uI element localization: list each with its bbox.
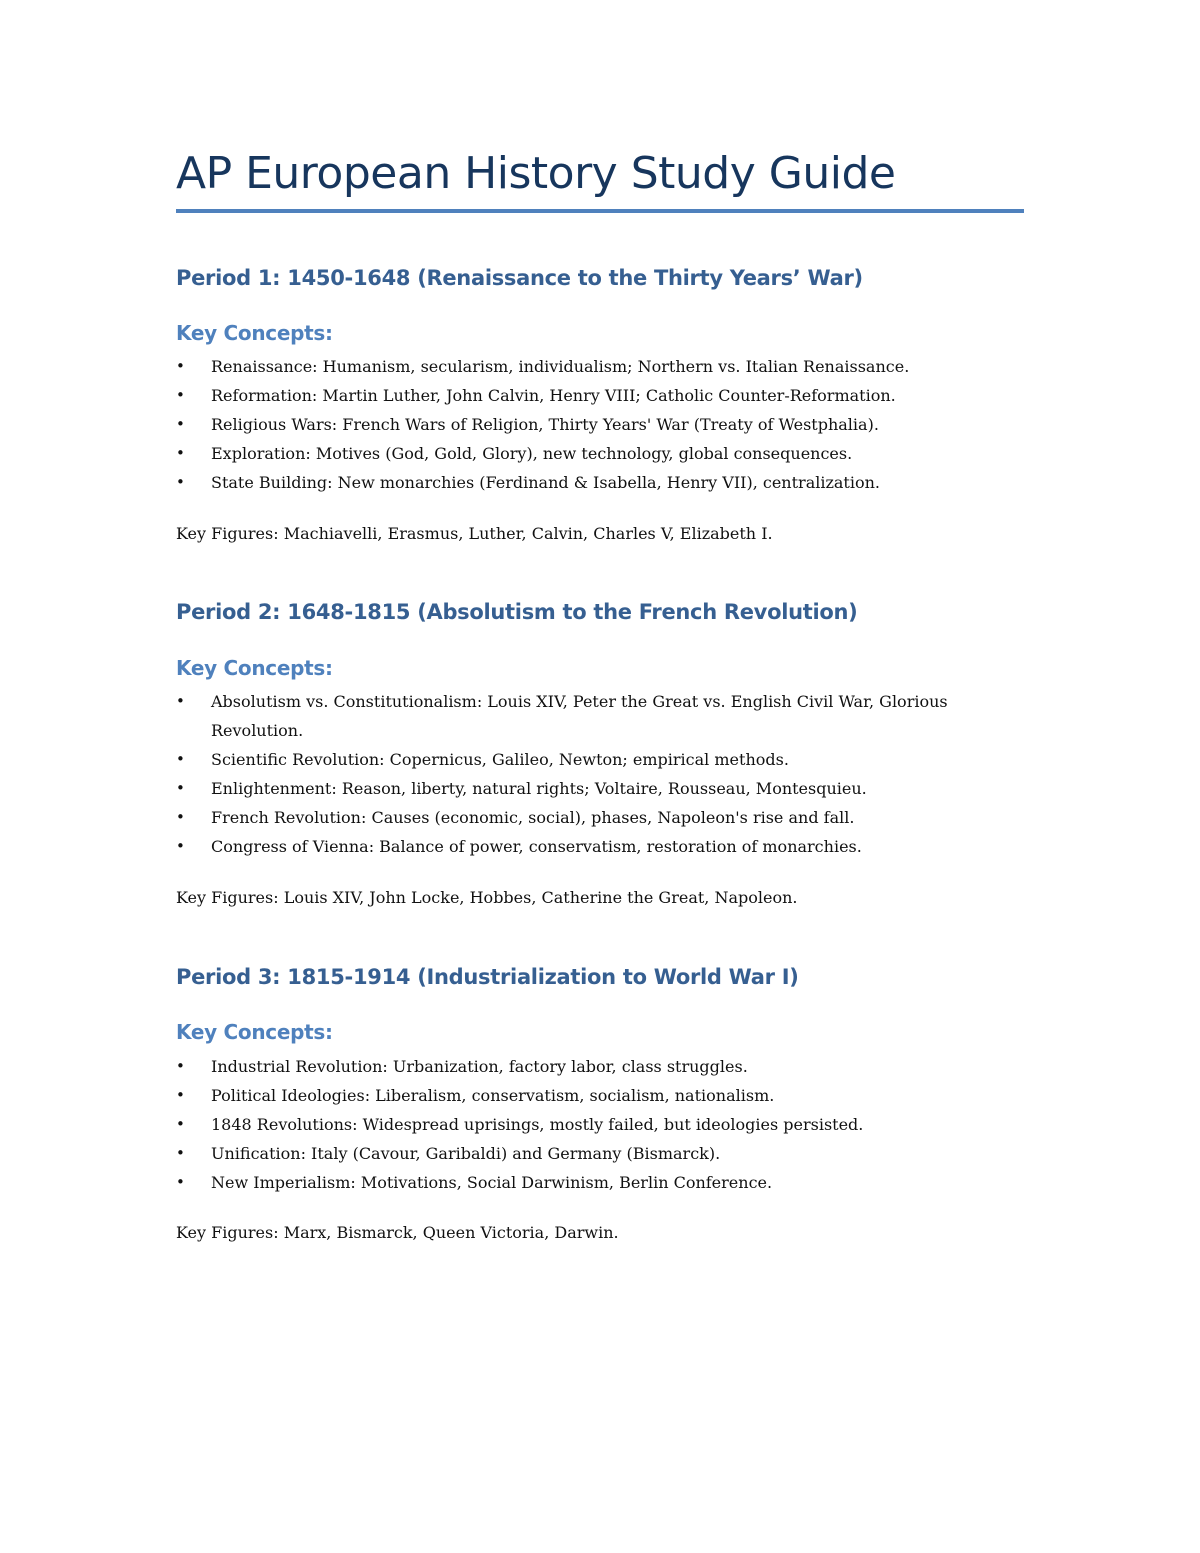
bullet-dot-icon: • (176, 386, 185, 404)
title-underline (176, 209, 1024, 213)
bullet-dot-icon: • (176, 837, 185, 855)
period-2-key-figures: Key Figures: Louis XIV, John Locke, Hobbes, Catherine the Great, Napoleon. (176, 888, 798, 907)
list-item: • 1848 Revolutions: Widespread uprisings, mostly failed, but ideologies persisted. (176, 1110, 1006, 1139)
bullet-dot-icon: • (176, 357, 185, 375)
list-item: • Reformation: Martin Luther, John Calvin, Henry VIII; Catholic Counter-Reformation. (176, 381, 1006, 410)
bullet-dot-icon: • (176, 1057, 185, 1075)
period-3-key-figures: Key Figures: Marx, Bismarck, Queen Victoria, Darwin. (176, 1223, 619, 1242)
period-2-concepts-list (176, 687, 1006, 861)
list-item: • Congress of Vienna: Balance of power, conservatism, restoration of monarchies. (176, 832, 1006, 861)
bullet-dot-icon: • (176, 779, 185, 797)
bullet-dot-icon: • (176, 692, 185, 710)
list-item: • Political Ideologies: Liberalism, conservatism, socialism, nationalism. (176, 1081, 1006, 1110)
list-item: • French Revolution: Causes (economic, social), phases, Napoleon's rise and fall. (176, 803, 1006, 832)
bullet-dot-icon: • (176, 750, 185, 768)
bullet-dot-icon: • (176, 1115, 185, 1133)
period-2-heading: Period 2: 1648-1815 (Absolutism to the French Revolution) (176, 600, 858, 624)
bullet-dot-icon: • (176, 444, 185, 462)
list-item: • Exploration: Motives (God, Gold, Glory), new technology, global consequences. (176, 439, 1006, 468)
bullet-dot-icon: • (176, 1144, 185, 1162)
bullet-dot-icon: • (176, 415, 185, 433)
bullet-dot-icon: • (176, 1173, 185, 1191)
period-1-heading: Period 1: 1450-1648 (Renaissance to the Thirty Years’ War) (176, 266, 863, 290)
bullet-dot-icon: • (176, 1086, 185, 1104)
period-1-concepts-list (176, 352, 1006, 497)
list-item: • Scientific Revolution: Copernicus, Galileo, Newton; empirical methods. (176, 745, 1006, 774)
period-3-concepts-heading: Key Concepts: (176, 1020, 333, 1044)
period-1-key-figures: Key Figures: Machiavelli, Erasmus, Luther, Calvin, Charles V, Elizabeth I. (176, 524, 773, 543)
bullet-dot-icon: • (176, 473, 185, 491)
period-2-concepts-heading: Key Concepts: (176, 656, 333, 680)
period-1-concepts-heading: Key Concepts: (176, 321, 333, 345)
list-item: • Renaissance: Humanism, secularism, individualism; Northern vs. Italian Renaissance. (176, 352, 1006, 381)
period-3-heading: Period 3: 1815-1914 (Industrialization to World War I) (176, 965, 799, 989)
list-item: • New Imperialism: Motivations, Social Darwinism, Berlin Conference. (176, 1168, 1006, 1197)
list-item: • Unification: Italy (Cavour, Garibaldi) and Germany (Bismarck). (176, 1139, 1006, 1168)
period-3-concepts-list (176, 1052, 1006, 1197)
list-item: • Enlightenment: Reason, liberty, natural rights; Voltaire, Rousseau, Montesquieu. (176, 774, 1006, 803)
bullet-dot-icon: • (176, 808, 185, 826)
list-item: • Religious Wars: French Wars of Religion, Thirty Years' War (Treaty of Westphalia). (176, 410, 1006, 439)
list-item: • Absolutism vs. Constitutionalism: Louis XIV, Peter the Great vs. English Civil War, Glorious Revolution. (176, 687, 1006, 745)
list-item: • State Building: New monarchies (Ferdinand & Isabella, Henry VII), centralization. (176, 468, 1006, 497)
list-item: • Industrial Revolution: Urbanization, factory labor, class struggles. (176, 1052, 1006, 1081)
document-title: AP European History Study Guide (176, 148, 896, 199)
